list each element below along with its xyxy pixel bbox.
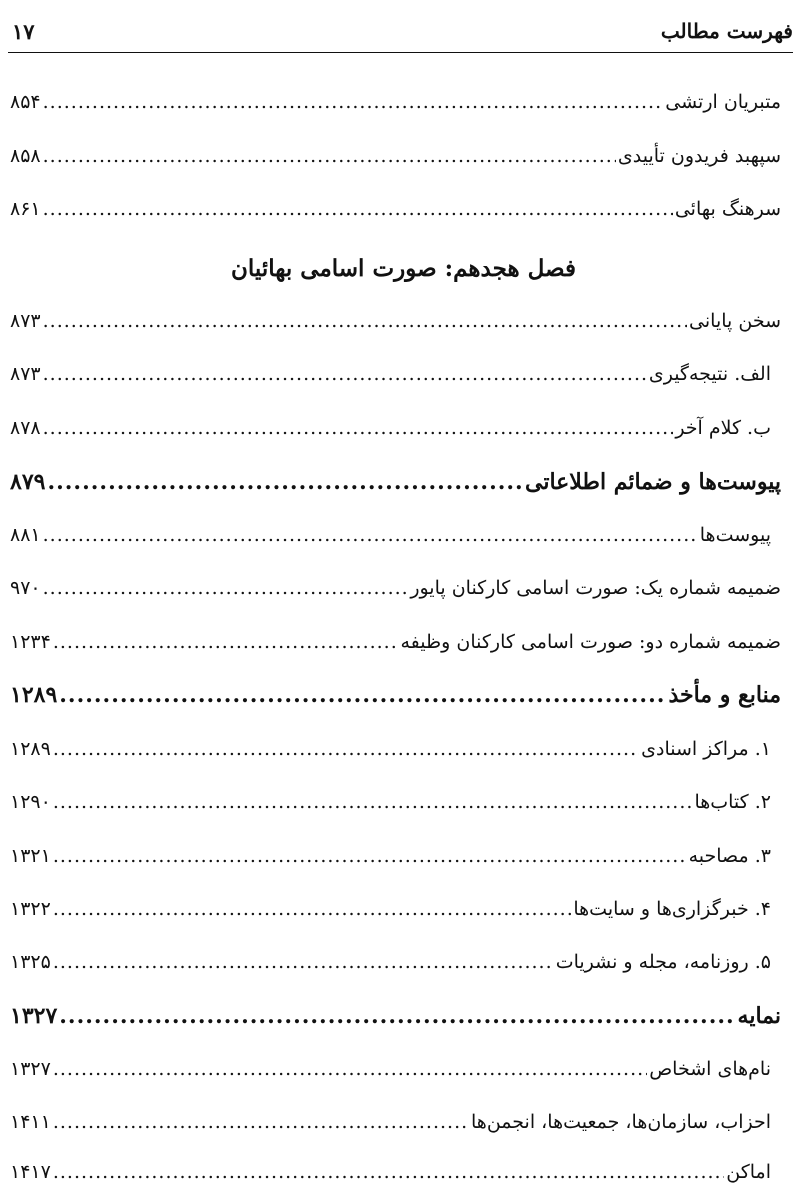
entry-title: ضمیمه شماره دو: صورت اسامی کارکنان وظیفه <box>400 631 781 653</box>
toc-section-entry <box>10 460 781 504</box>
header-page-number: ۱۷ <box>12 18 35 44</box>
toc-entry <box>10 1100 771 1144</box>
toc-entry <box>10 780 771 824</box>
entry-title: ب. کلام آخر <box>675 417 771 439</box>
entry-title: ۳. مصاحبه <box>688 845 771 867</box>
toc-entry <box>10 513 771 557</box>
dot-leader <box>43 91 664 113</box>
toc-entry <box>10 134 781 178</box>
toc-entry <box>10 352 771 396</box>
entry-page-number: ۱۳۲۵ <box>10 951 51 973</box>
toc-entry <box>10 187 781 231</box>
section-title: پیوست‌ها و ضمائم اطلاعاتی <box>525 469 781 495</box>
toc-entry <box>10 566 781 610</box>
dot-leader <box>43 198 673 220</box>
toc-entry <box>10 1047 771 1091</box>
toc-section-entry <box>10 673 781 717</box>
section-title: منابع و مأخذ <box>668 682 781 708</box>
entry-title: سپهبد فریدون تأییدی <box>617 145 781 167</box>
entry-title: اماکن <box>726 1161 771 1183</box>
dot-leader <box>53 738 639 760</box>
entry-page-number: ۱۳۲۲ <box>10 898 51 920</box>
dot-leader <box>53 1161 724 1183</box>
entry-title: ۲. کتاب‌ها <box>694 791 771 813</box>
entry-title: ۱. مراکز اسنادی <box>641 738 771 760</box>
section-page-number: ۱۲۸۹ <box>10 682 58 708</box>
entry-title: پیوست‌ها <box>699 524 771 546</box>
chapter-title: فصل هجدهم: صورت اسامی بهائیان <box>231 255 576 282</box>
dot-leader <box>43 577 409 599</box>
header-title: فهرست مطالب <box>660 19 793 43</box>
toc-entry <box>10 406 771 450</box>
entry-title: سخن پایانی <box>689 310 781 332</box>
dot-leader <box>53 951 554 973</box>
entry-page-number: ۸۸۱ <box>10 524 41 546</box>
dot-leader <box>47 469 523 495</box>
section-page-number: ۸۷۹ <box>10 469 46 495</box>
toc-entry <box>10 887 771 931</box>
entry-page-number: ۸۷۳ <box>10 363 41 385</box>
entry-page-number: ۸۶۱ <box>10 198 41 220</box>
toc-entry <box>10 834 771 878</box>
entry-page-number: ۹۷۰ <box>10 577 41 599</box>
entry-page-number: ۱۴۱۷ <box>10 1161 51 1183</box>
dot-leader <box>59 1003 735 1029</box>
section-page-number: ۱۳۲۷ <box>10 1003 58 1029</box>
entry-title: ۵. روزنامه، مجله و نشریات <box>555 951 771 973</box>
toc-entry <box>10 727 771 771</box>
toc-entry <box>10 80 781 124</box>
dot-leader <box>53 791 693 813</box>
entry-page-number: ۸۷۸ <box>10 417 41 439</box>
entry-title: متبریان ارتشی <box>665 91 781 113</box>
entry-page-number: ۸۵۸ <box>10 145 41 167</box>
entry-title: ۴. خبرگزاری‌ها و سایت‌ها <box>573 898 771 920</box>
entry-page-number: ۱۴۱۱ <box>10 1111 51 1133</box>
dot-leader <box>43 145 616 167</box>
section-title: نمایه <box>737 1003 781 1029</box>
dot-leader <box>53 845 687 867</box>
entry-page-number: ۱۲۳۴ <box>10 631 51 653</box>
dot-leader <box>53 898 572 920</box>
dot-leader <box>43 417 674 439</box>
entry-page-number: ۱۳۲۱ <box>10 845 51 867</box>
dot-leader <box>43 363 647 385</box>
entry-page-number: ۱۲۸۹ <box>10 738 51 760</box>
dot-leader <box>53 1111 469 1133</box>
entry-page-number: ۸۷۳ <box>10 310 41 332</box>
entry-title: سرهنگ بهائی <box>674 198 781 220</box>
entry-title: نام‌های اشخاص <box>649 1058 771 1080</box>
toc-entry <box>10 940 771 984</box>
dot-leader <box>59 682 666 708</box>
dot-leader <box>43 310 687 332</box>
toc-entry <box>10 620 781 664</box>
entry-page-number: ۱۲۹۰ <box>10 791 51 813</box>
entry-title: الف. نتیجه‌گیری <box>648 363 771 385</box>
entry-title: ضمیمه شماره یک: صورت اسامی کارکنان پایور <box>410 577 781 599</box>
dot-leader <box>53 1058 647 1080</box>
dot-leader <box>43 524 698 546</box>
entry-page-number: ۱۳۲۷ <box>10 1058 51 1080</box>
entry-title: احزاب، سازمان‌ها، جمعیت‌ها، انجمن‌ها <box>471 1111 771 1133</box>
toc-entry <box>10 299 781 343</box>
toc-entry <box>10 1150 771 1194</box>
entry-page-number: ۸۵۴ <box>10 91 41 113</box>
toc-section-entry <box>10 994 781 1038</box>
dot-leader <box>53 631 399 653</box>
